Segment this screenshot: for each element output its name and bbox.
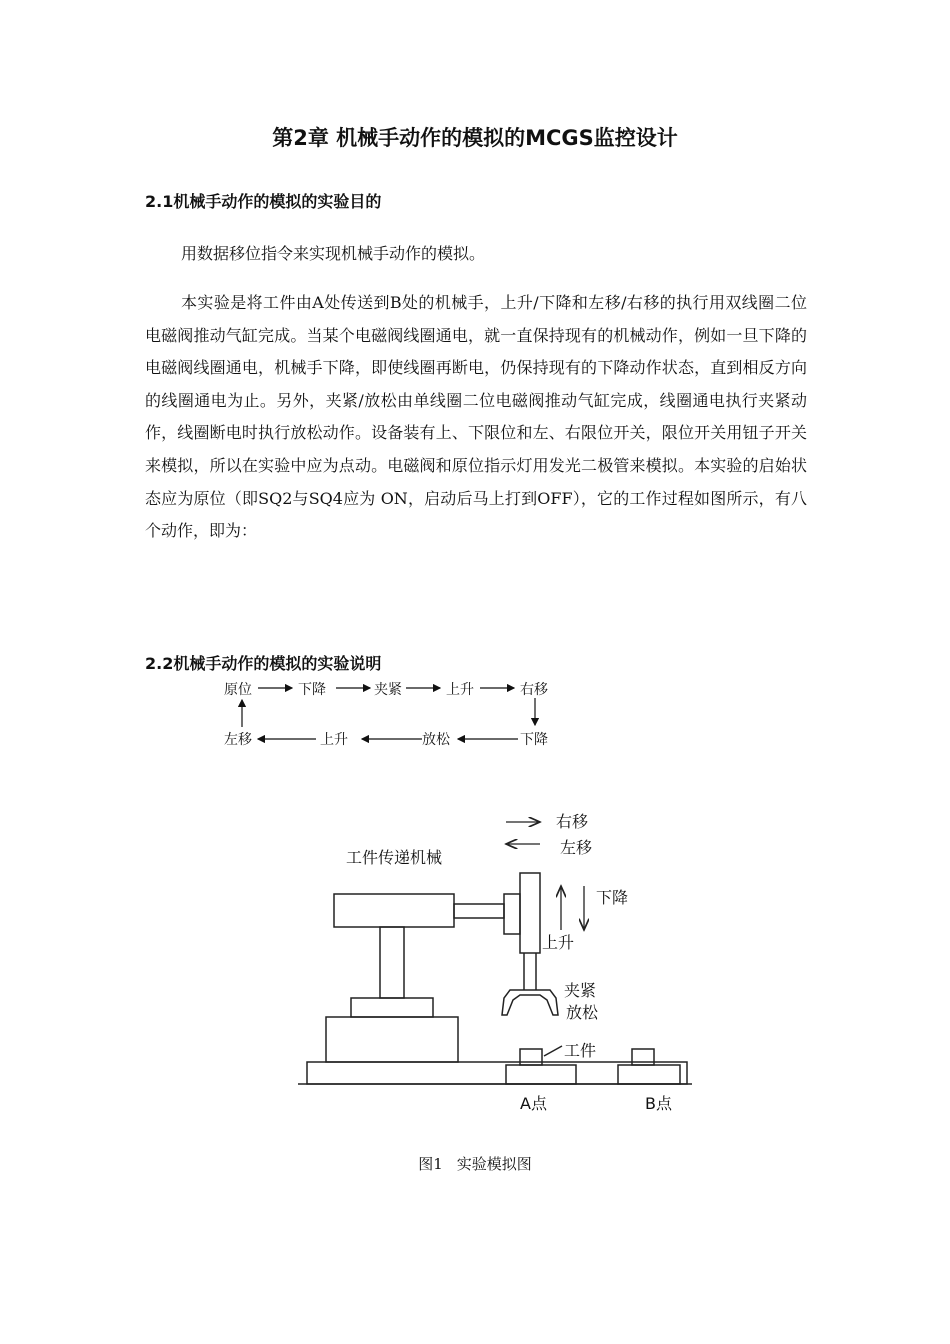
flow-step: 夹紧 xyxy=(374,682,402,698)
flow-step: 放松 xyxy=(422,732,450,748)
flow-step: 左移 xyxy=(224,732,252,748)
flow-step: 右移 xyxy=(520,682,548,698)
machine-label: 工件传递机械 xyxy=(346,848,443,867)
point-a-label: A点 xyxy=(520,1094,547,1113)
machine-top-block xyxy=(334,894,454,927)
flow-step: 原位 xyxy=(224,682,252,698)
point-b-label: B点 xyxy=(645,1094,672,1113)
clamp-label: 夹紧 xyxy=(564,981,597,1000)
point-b-pad xyxy=(618,1065,680,1084)
flow-step: 上升 xyxy=(446,682,474,698)
section-heading-purpose: 2.1机械手动作的模拟的实验目的 xyxy=(145,192,382,211)
figure-title: 实验模拟图 xyxy=(456,1155,532,1173)
figure-number: 图1 xyxy=(418,1155,443,1173)
workpiece-leader xyxy=(544,1046,562,1056)
paragraph-purpose: 用数据移位指令来实现机械手动作的模拟。 xyxy=(181,244,486,263)
workpiece-label: 工件 xyxy=(564,1041,597,1060)
figure-caption xyxy=(0,1153,950,1174)
flow-step: 下降 xyxy=(520,732,548,748)
point-a-pad xyxy=(506,1065,576,1084)
up-label: 上升 xyxy=(542,933,575,952)
page-title: 第2章 机械手动作的模拟的MCGS监控设计 xyxy=(272,126,678,150)
arm-mount xyxy=(504,894,520,934)
machine-column xyxy=(380,927,404,998)
paragraph-description: 本实验是将工件由A处传送到B处的机械手，上升/下降和左移/右移的执行用双线圈二位电磁阀推动气缸完成。当某个电磁阀线圈通电，就一直保持现有的机械动作，例如一旦下降的电磁阀线圈通电，机械手下降，即使线圈再断电，仍保持现有的下降动作状态，直到相反方向的线圈通电为止。另外，夹紧/放松由单线圈二位电磁阀推动气缸完成，线圈通电执行夹紧动作，线圈断电时执行放松动作。设备装有上、下限位和左、右限位开关，限位开关用钮子开关来模拟，所以在实验中应为点动。电磁阀和原位指示灯用发光二极管来模拟。本实验的启始状态应为原位（即SQ2与SQ4应为 ON，启动后马上打到OFF），它的工作过程如图所示，有八个动作，即为： xyxy=(145,293,807,541)
machine-base xyxy=(326,1017,458,1062)
section-heading-explanation: 2.2机械手动作的模拟的实验说明 xyxy=(145,654,382,673)
arm-rod xyxy=(454,904,504,918)
flow-step: 上升 xyxy=(320,732,348,748)
left-move-label: 左移 xyxy=(560,838,593,857)
arm-cylinder xyxy=(520,873,540,953)
gripper-claws xyxy=(502,990,558,1015)
machine-pedestal xyxy=(351,998,433,1017)
manipulator-illustration xyxy=(0,790,950,1130)
down-label: 下降 xyxy=(596,888,629,907)
release-label: 放松 xyxy=(566,1003,599,1022)
right-move-label: 右移 xyxy=(556,812,589,831)
flow-step: 下降 xyxy=(298,682,326,698)
action-flow-diagram xyxy=(210,676,570,746)
